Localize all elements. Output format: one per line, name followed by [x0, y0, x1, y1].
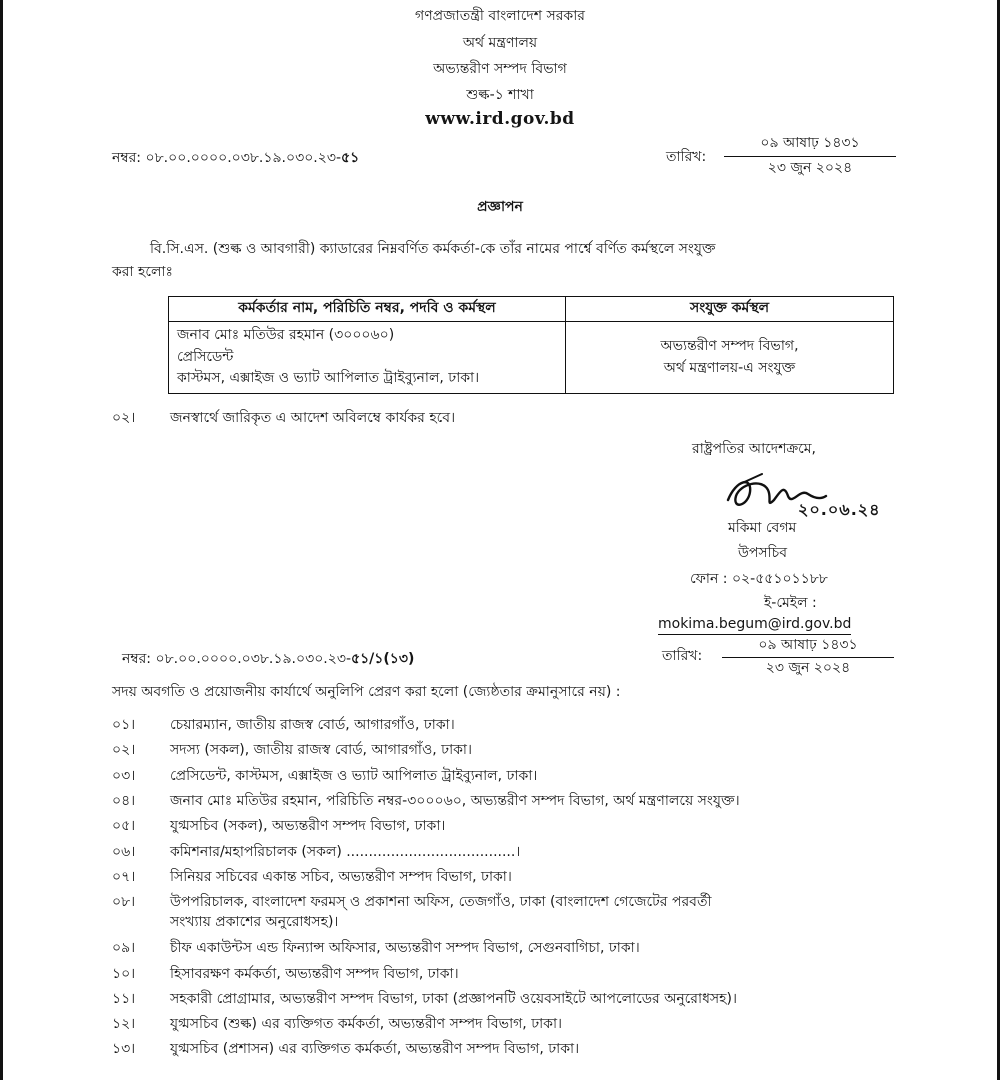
list-item-text: চেয়ারম্যান, জাতীয় রাজস্ব বোর্ড, আগারগাঁও, ঢাকা।	[170, 717, 455, 733]
memo-date-label: তারিখ:	[666, 149, 707, 165]
table-header-row	[169, 297, 894, 322]
clause-2-number: ০২।	[112, 410, 136, 426]
list-item-text: সদস্য (সকল), জাতীয় রাজস্ব বোর্ড, আগারগাঁও, ঢাকা।	[170, 742, 472, 758]
memo-date-greg: ২৩ জুন ২০২৪	[767, 160, 853, 176]
signatory-email-label: ই-মেইল :	[764, 595, 817, 611]
signature-date: ২০.০৬.২৪	[798, 500, 881, 519]
list-item-text: উপপরিচালক, বাংলাদেশ ফরমস্ ও প্রকাশনা অফিস, তেজগাঁও, ঢাকা (বাংলাদেশ গেজেটের পরবর্তী	[170, 894, 712, 910]
signatory-email[interactable]: mokima.begum@ird.gov.bd	[658, 616, 851, 635]
list-item-text: যুগ্মসচিব (শুল্ক) এর ব্যক্তিগত কর্মকর্তা, অভ্যন্তরীণ সম্পদ বিভাগ, ঢাকা।	[170, 1016, 563, 1032]
list-item-text: যুগ্মসচিব (সকল), অভ্যন্তরীণ সম্পদ বিভাগ, ঢাকা।	[170, 818, 446, 834]
list-item-text: চীফ একাউন্টস এন্ড ফিন্যান্স অফিসার, অভ্যন্তরীণ সম্পদ বিভাগ, সেগুনবাগিচা, ঢাকা।	[170, 940, 640, 956]
clause-2-text: জনস্বার্থে জারিকৃত এ আদেশ অবিলম্বে কার্যকর হবে।	[170, 410, 456, 426]
list-item-number: ০৬।	[112, 844, 136, 860]
attached-line-1: অভ্যন্তরীণ সম্পদ বিভাগ,	[660, 337, 799, 354]
memo-date-bangla: ০৯ আষাঢ় ১৪৩১	[724, 135, 896, 157]
copy-date-label: তারিখ:	[662, 648, 703, 664]
ministry-name: অর্থ মন্ত্রণালয়	[462, 35, 538, 51]
list-item-text: সহকারী প্রোগ্রামার, অভ্যন্তরীণ সম্পদ বিভাগ, ঢাকা (প্রজ্ঞাপনটি ওয়েবসাইটে আপলোডের অনুরোধসহ)।	[170, 991, 737, 1007]
signatory-name: মকিমা বেগম	[728, 520, 797, 536]
branch-name: শুল্ক-১ শাখা	[466, 87, 534, 103]
list-item-number: ০৭।	[112, 869, 136, 885]
memo-number-label: নম্বর:	[112, 150, 142, 166]
copy-number	[122, 651, 414, 669]
list-item-number: ১৩।	[112, 1041, 136, 1057]
govt-name: গণপ্রজাতন্ত্রী বাংলাদেশ সরকার	[415, 8, 585, 24]
list-item-number: ০৯।	[112, 940, 136, 956]
officer-name: জনাব মোঃ মতিউর রহমান (৩০০০৬০)	[177, 327, 395, 343]
officer-table	[168, 296, 894, 394]
list-item-number: ০৫।	[112, 818, 136, 834]
table-head-officer: কর্মকর্তার নাম, পরিচিতি নম্বর, পদবি ও কর্মস্থল	[169, 297, 566, 322]
notification-title: প্রজ্ঞাপন	[477, 199, 523, 215]
website-link[interactable]: www.ird.gov.bd	[425, 109, 575, 129]
signatory-designation: উপসচিব	[738, 545, 788, 561]
memo-number	[112, 150, 359, 168]
intro-line-2: করা হলোঃ	[112, 264, 173, 280]
officer-cell	[169, 322, 566, 394]
list-item-number: ১০।	[112, 966, 136, 982]
officer-designation: প্রেসিডেন্ট	[177, 348, 234, 365]
list-item-number: ০১।	[112, 717, 136, 733]
copy-date-bangla: ০৯ আষাঢ় ১৪৩১	[722, 637, 894, 658]
list-item-text: যুগ্মসচিব (প্রশাসন) এর ব্যক্তিগত কর্মকর্তা, অভ্যন্তরীণ সম্পদ বিভাগ, ঢাকা।	[170, 1041, 580, 1057]
copy-date-greg: ২৩ জুন ২০২৪	[765, 660, 851, 676]
list-item-number: ০৪।	[112, 793, 136, 809]
list-item-number: ১২।	[112, 1016, 136, 1032]
list-item-number: ১১।	[112, 991, 136, 1007]
division-name: অভ্যন্তরীণ সম্পদ বিভাগ	[433, 61, 567, 77]
list-item-number: ০৮।	[112, 894, 136, 910]
copy-number-value: ০৮.০০.০০০০.০৩৮.১৯.০৩০.২৩-	[155, 651, 352, 667]
copy-intro: সদয় অবগতি ও প্রয়োজনীয় কার্যার্থে অনুলিপি প্রেরণ করা হলো (জ্যেষ্ঠতার ক্রমানুসারে নয়) :	[112, 684, 621, 700]
copy-number-suffix: ৫১/১(১৩)	[351, 651, 415, 667]
memo-number-value: ০৮.০০.০০০০.০৩৮.১৯.০৩০.২৩-	[145, 150, 342, 166]
list-item-text: কমিশনার/মহাপরিচালক (সকল) ......................................।	[170, 844, 521, 860]
list-item-text: সংখ্যায় প্রকাশের অনুরোধসহ)।	[170, 914, 339, 930]
officer-workplace: কাস্টমস, এক্সাইজ ও ভ্যাট আপিলাত ট্রাইব্যুনাল, ঢাকা।	[177, 370, 480, 387]
attached-cell	[566, 322, 894, 394]
list-item-text: প্রেসিডেন্ট, কাস্টমস, এক্সাইজ ও ভ্যাট আপিলাত ট্রাইব্যুনাল, ঢাকা।	[170, 768, 538, 784]
list-item-number: ০৩।	[112, 768, 136, 784]
table-row	[169, 322, 894, 394]
signatory-phone: ফোন : ০২-৫৫১০১১৮৮	[690, 571, 828, 587]
attached-line-2: অর্থ মন্ত্রণালয়-এ সংযুক্ত	[663, 359, 796, 376]
by-order-of-president: রাষ্ট্রপতির আদেশক্রমে,	[692, 441, 816, 457]
intro-line-1: বি.সি.এস. (শুল্ক ও আবগারী) ক্যাডারের নিম্নবর্ণিত কর্মকর্তা-কে তাঁর নামের পার্শ্বে বর্ণিত কর্মস্থলে সংযুক্ত	[150, 241, 716, 257]
copy-number-label: নম্বর:	[122, 651, 152, 667]
list-item-text: সিনিয়র সচিবের একান্ত সচিব, অভ্যন্তরীণ সম্পদ বিভাগ, ঢাকা।	[170, 869, 512, 885]
list-item-text: জনাব মোঃ মতিউর রহমান, পরিচিতি নম্বর-৩০০০৬০, অভ্যন্তরীণ সম্পদ বিভাগ, অর্থ মন্ত্রণালয়ে সংযুক্ত।	[170, 793, 740, 809]
scan-border-left	[0, 0, 3, 1080]
list-item-number: ০২।	[112, 742, 136, 758]
list-item-text: হিসাবরক্ষণ কর্মকর্তা, অভ্যন্তরীণ সম্পদ বিভাগ, ঢাকা।	[170, 966, 459, 982]
table-head-attached: সংযুক্ত কর্মস্থল	[566, 297, 894, 322]
memo-number-suffix: ৫১	[341, 150, 360, 166]
